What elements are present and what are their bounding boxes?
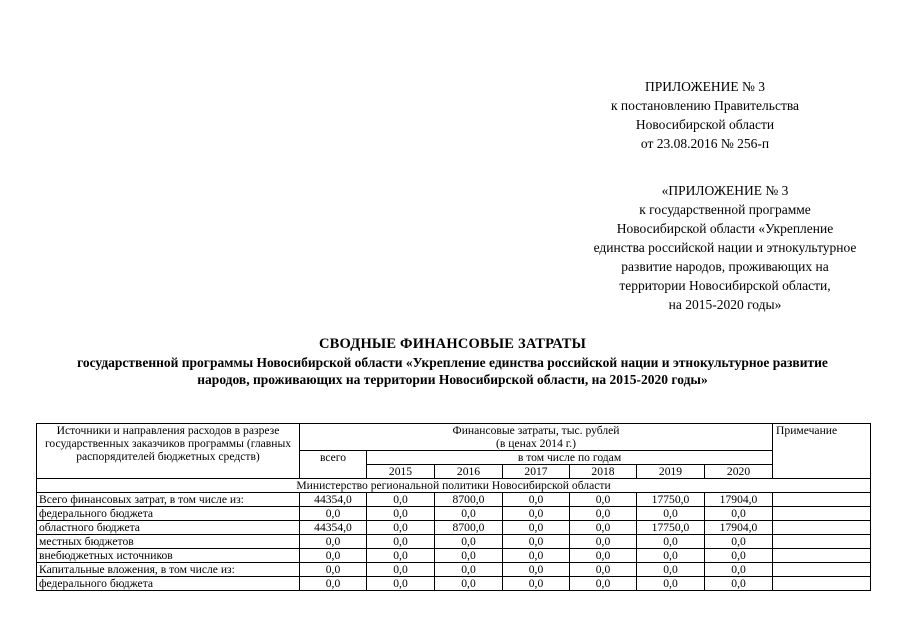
header-note: Примечание: [773, 424, 871, 479]
cell-total: 0,0: [300, 549, 367, 563]
cell-year-value: 0,0: [503, 549, 570, 563]
cell-note: [773, 535, 871, 549]
row-label: Всего финансовых затрат, в том числе из:: [37, 493, 300, 507]
header-by-years: в том числе по годам: [367, 451, 773, 465]
row-label: областного бюджета: [37, 521, 300, 535]
cell-year-value: 17750,0: [637, 493, 705, 507]
cell-year-value: 0,0: [503, 493, 570, 507]
title-main: СВОДНЫЕ ФИНАНСОВЫЕ ЗАТРАТЫ: [318, 336, 587, 352]
cell-year-value: 0,0: [435, 507, 503, 521]
cell-total: 44354,0: [300, 493, 367, 507]
title-line: народов, проживающих на территории Новосибирской области, на 2015-2020 годы»: [197, 372, 708, 387]
appendix-line: территории Новосибирской области,: [619, 278, 831, 293]
cell-year-value: 0,0: [570, 563, 637, 577]
cell-year-value: 0,0: [637, 535, 705, 549]
cell-year-value: 0,0: [367, 521, 435, 535]
cell-year-value: 0,0: [435, 563, 503, 577]
cell-year-value: 0,0: [503, 521, 570, 535]
header-year: 2019: [637, 465, 705, 479]
table-row: [37, 507, 871, 521]
cell-year-value: 0,0: [503, 535, 570, 549]
cell-year-value: 0,0: [435, 577, 503, 591]
cell-year-value: 0,0: [637, 577, 705, 591]
cell-note: [773, 563, 871, 577]
appendix-line: на 2015-2020 годы»: [668, 297, 782, 312]
cell-year-value: 8700,0: [435, 493, 503, 507]
cell-year-value: 0,0: [570, 549, 637, 563]
cell-total: 0,0: [300, 507, 367, 521]
cell-year-value: 0,0: [570, 535, 637, 549]
cell-year-value: 0,0: [367, 577, 435, 591]
appendix-current-header: [570, 77, 840, 153]
cell-year-value: 0,0: [705, 577, 773, 591]
cell-year-value: 0,0: [637, 507, 705, 521]
table-body: [37, 479, 871, 591]
header-year: 2018: [570, 465, 637, 479]
cell-year-value: 0,0: [367, 507, 435, 521]
cell-note: [773, 549, 871, 563]
cell-year-value: 0,0: [705, 563, 773, 577]
header-sources: Источники и направления расходов в разрезе государственных заказчиков программы (главных распорядителей бюджетных средств): [37, 424, 300, 479]
cell-year-value: 0,0: [570, 493, 637, 507]
appendix-line: к государственной программе: [639, 202, 811, 217]
financial-costs-table: [36, 423, 871, 591]
cell-year-value: 0,0: [637, 563, 705, 577]
cell-year-value: 0,0: [367, 549, 435, 563]
header-year: 2017: [503, 465, 570, 479]
cell-year-value: 0,0: [367, 493, 435, 507]
cell-total: 0,0: [300, 535, 367, 549]
cell-year-value: 0,0: [503, 507, 570, 521]
cell-total: 0,0: [300, 577, 367, 591]
cell-year-value: 0,0: [435, 535, 503, 549]
header-year: 2016: [435, 465, 503, 479]
table-row: [37, 549, 871, 563]
cell-note: [773, 507, 871, 521]
section-row: Министерство региональной политики Новосибирской области: [37, 479, 871, 493]
row-label: федерального бюджета: [37, 577, 300, 591]
table-row: [37, 493, 871, 507]
cell-total: 0,0: [300, 563, 367, 577]
cell-note: [773, 577, 871, 591]
cell-year-value: 0,0: [570, 577, 637, 591]
cell-year-value: 0,0: [705, 507, 773, 521]
cell-year-value: 0,0: [705, 549, 773, 563]
cell-total: 44354,0: [300, 521, 367, 535]
header-total: всего: [300, 451, 367, 479]
cell-year-value: 0,0: [503, 563, 570, 577]
cell-year-value: 0,0: [503, 577, 570, 591]
appendix-line: «ПРИЛОЖЕНИЕ № 3: [661, 183, 789, 198]
cell-year-value: 0,0: [637, 549, 705, 563]
header-costs-line: (в ценах 2014 г.): [496, 437, 576, 450]
cell-year-value: 0,0: [435, 549, 503, 563]
cell-year-value: 17904,0: [705, 521, 773, 535]
appendix-line: от 23.08.2016 № 256-п: [640, 136, 770, 151]
appendix-line: ПРИЛОЖЕНИЕ № 3: [644, 79, 766, 94]
cell-year-value: 0,0: [570, 507, 637, 521]
header-year: 2015: [367, 465, 435, 479]
cell-year-value: 17904,0: [705, 493, 773, 507]
title-line: государственной программы Новосибирской области «Укрепление единства российской нации и этнокультурное развитие: [77, 354, 828, 370]
row-label: Капитальные вложения, в том числе из:: [37, 563, 300, 577]
table-row: [37, 521, 871, 535]
table-row: [37, 577, 871, 591]
cell-year-value: 0,0: [367, 563, 435, 577]
cell-year-value: 0,0: [570, 521, 637, 535]
row-label: федерального бюджета: [37, 507, 300, 521]
cell-year-value: 8700,0: [435, 521, 503, 535]
appendix-line: Новосибирской области: [635, 117, 775, 132]
cell-year-value: 0,0: [367, 535, 435, 549]
appendix-line: Новосибирской области «Укрепление: [616, 221, 834, 236]
header-costs-line: Финансовые затраты, тыс. рублей: [452, 424, 620, 437]
header-year: 2020: [705, 465, 773, 479]
appendix-line: развитие народов, проживающих на: [621, 259, 829, 274]
cell-year-value: 17750,0: [637, 521, 705, 535]
row-label: местных бюджетов: [37, 535, 300, 549]
cell-note: [773, 493, 871, 507]
appendix-line: единства российской нации и этнокультурное: [593, 240, 857, 255]
row-label: внебюджетных источников: [37, 549, 300, 563]
table-row: [37, 535, 871, 549]
appendix-original-header: [560, 181, 890, 314]
cell-year-value: 0,0: [705, 535, 773, 549]
header-costs: [300, 424, 773, 451]
appendix-line: к постановлению Правительства: [610, 98, 800, 113]
cell-note: [773, 521, 871, 535]
table-row: [37, 563, 871, 577]
document-title: [0, 336, 905, 389]
